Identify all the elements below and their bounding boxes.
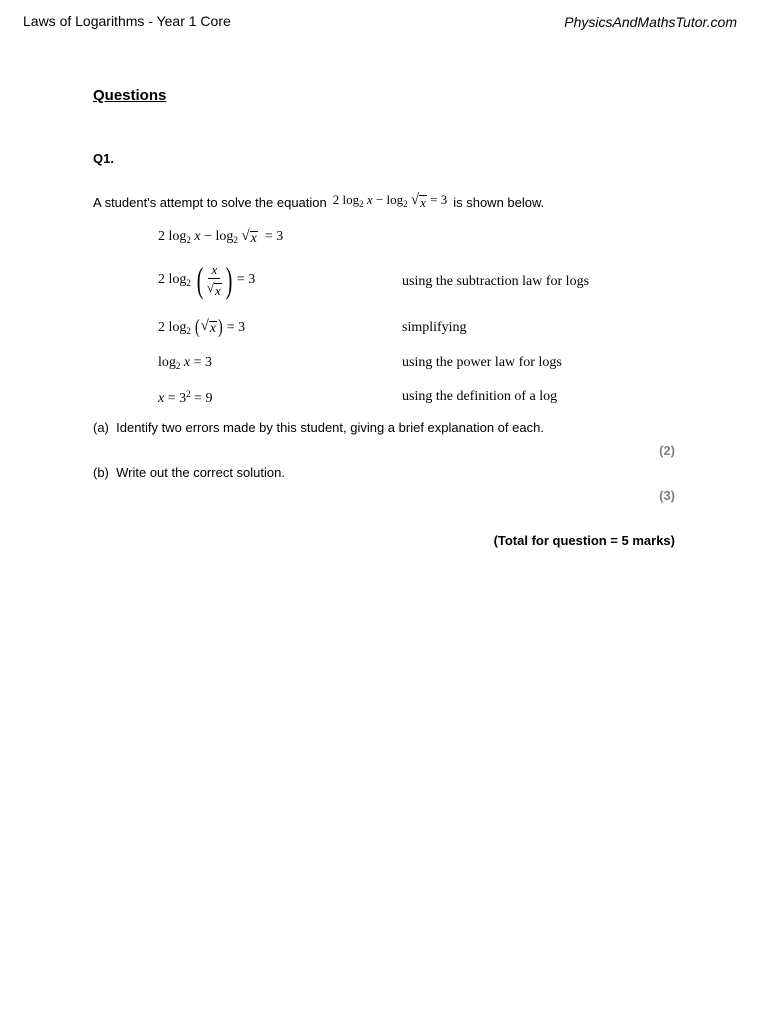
working-step-3: 2 $\log_2$ ( √ x ) = 3 <box>158 316 246 338</box>
working-step-2: 2 $\log_2$ ( x √ x ) = 3 <box>158 260 256 300</box>
question-total: (Total for question = 5 marks) <box>493 533 675 548</box>
header-title: Laws of Logarithms - Year 1 Core <box>23 13 231 29</box>
intro-text-before: A student's attempt to solve the equation <box>93 195 327 211</box>
part-b-label: (b) <box>93 465 109 480</box>
part-a <box>93 420 544 435</box>
part-b <box>93 465 285 480</box>
working-reason-5: using the definition of a log <box>402 389 558 404</box>
question-intro <box>93 194 544 212</box>
working-reason-3: simplifying <box>402 320 467 335</box>
intro-text-after: is shown below. <box>453 195 545 211</box>
working-step-1: 2 $\log_2 x - \log_2$ √ x = 3 <box>158 228 284 246</box>
part-a-marks: (2) <box>659 443 675 458</box>
question-number: Q1. <box>93 151 114 166</box>
working-step-5: $x = 3^2 = 9$ <box>158 389 213 406</box>
section-title: Questions <box>93 87 167 104</box>
inline-equation: 2 $\log_2 x - \log_2$ √ x = 3 <box>332 192 448 210</box>
part-b-marks: (3) <box>659 488 675 503</box>
working-reason-4: using the power law for logs <box>402 355 562 370</box>
working-step-4: $\log_2 x = 3$ <box>158 355 213 371</box>
part-b-text: Write out the correct solution. <box>116 465 285 480</box>
part-a-text: Identify two errors made by this student, giving a brief explanation of each. <box>116 420 544 435</box>
part-a-label: (a) <box>93 420 109 435</box>
header-site: PhysicsAndMathsTutor.com <box>564 14 737 30</box>
working-reason-2: using the subtraction law for logs <box>402 274 590 289</box>
